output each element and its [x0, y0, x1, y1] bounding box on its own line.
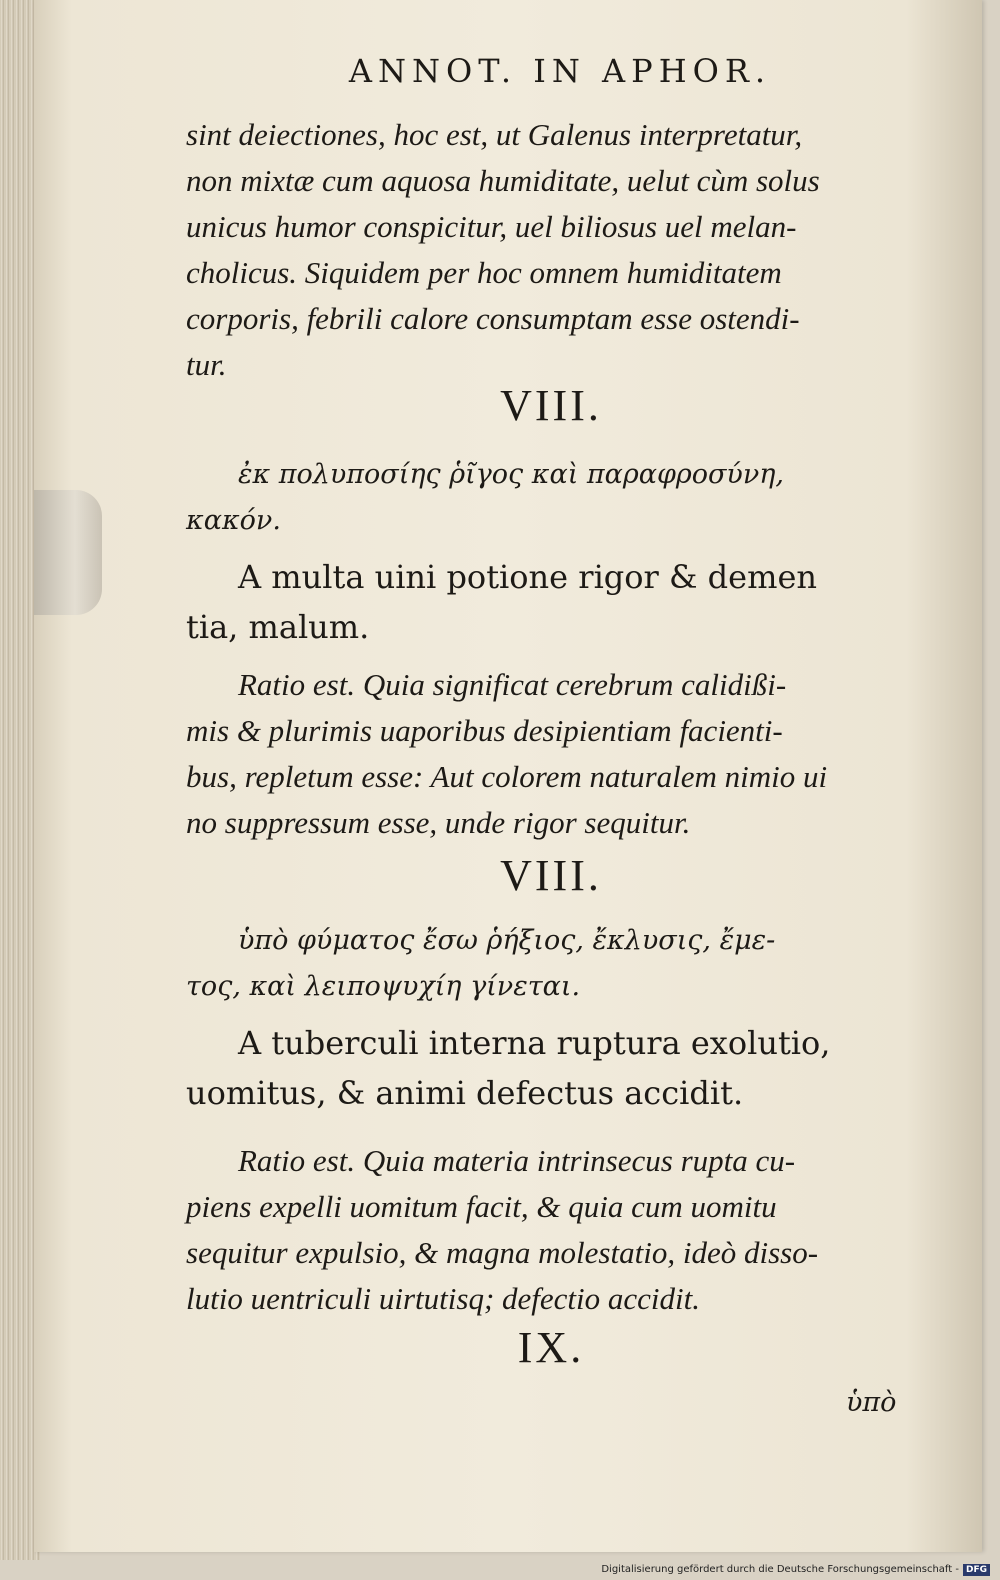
- aphorism-number-1: VIII.: [500, 381, 602, 430]
- text-line: ὑπὸ φύματος ἔσω ῥήξιος, ἔκλυσις, ἔμε-: [238, 925, 776, 956]
- text-line: τος, καὶ λειποψυχίη γίνεται.: [186, 971, 581, 1002]
- text-line: κακόν.: [186, 505, 281, 536]
- text-line: Ratio est. Quia materia intrinsecus rupta cu-: [238, 1143, 796, 1178]
- text-line: Ratio est. Quia significat cerebrum calidißi-: [238, 667, 787, 702]
- credit-text: Digitalisierung gefördert durch die Deutsche Forschungsgemeinschaft -: [601, 1564, 959, 1575]
- greek-aphorism-2: [186, 918, 916, 1010]
- text-line: no suppressum esse, unde rigor sequitur.: [186, 805, 691, 840]
- latin-aphorism-1: [186, 552, 916, 652]
- ratio-commentary-1: [186, 662, 916, 846]
- text-line: piens expelli uomitum facit, & quia cum uomitu: [186, 1189, 777, 1224]
- text-line: cholicus. Siquidem per hoc omnem humiditatem: [186, 255, 782, 290]
- text-line: sequitur expulsio, & magna molestatio, ideò disso-: [186, 1235, 819, 1270]
- text-line: mis & plurimis uaporibus desipientiam facienti-: [186, 713, 783, 748]
- paragraph-commentary-top: [186, 112, 916, 388]
- latin-aphorism-2: [186, 1018, 916, 1118]
- catchword: ὑπὸ: [846, 1387, 897, 1418]
- text-line: A multa uini potione rigor & demen: [238, 558, 817, 596]
- text-line: sint deiectiones, hoc est, ut Galenus interpretatur,: [186, 117, 803, 152]
- text-line: tia, malum.: [186, 608, 370, 646]
- text-line: corporis, febrili calore consumptam esse ostendi-: [186, 301, 800, 336]
- text-line: uomitus, & animi defectus accidit.: [186, 1074, 744, 1112]
- text-line: ἐκ πολυποσίης ῥῖγος καὶ παραφροσύνη,: [238, 459, 784, 490]
- aphorism-number-2: VIII.: [500, 851, 602, 900]
- ratio-commentary-2: [186, 1138, 916, 1322]
- text-line: A tuberculi interna ruptura exolutio,: [238, 1024, 831, 1062]
- text-line: unicus humor conspicitur, uel biliosus uel melan-: [186, 209, 797, 244]
- digitization-credit: [601, 1564, 990, 1576]
- text-line: lutio uentriculi uirtutisq; defectio accidit.: [186, 1281, 700, 1316]
- text-line: non mixtæ cum aquosa humiditate, uelut cùm solus: [186, 163, 820, 198]
- running-header: ANNOT. IN APHOR.: [348, 52, 772, 90]
- text-line: tur.: [186, 347, 227, 382]
- greek-aphorism-1: [186, 452, 916, 544]
- text-line: bus, repletum esse: Aut colorem naturalem nimio ui: [186, 759, 828, 794]
- page-clip: [34, 490, 102, 615]
- dfg-logo: DFG: [963, 1564, 990, 1576]
- aphorism-number-3: IX.: [517, 1323, 585, 1372]
